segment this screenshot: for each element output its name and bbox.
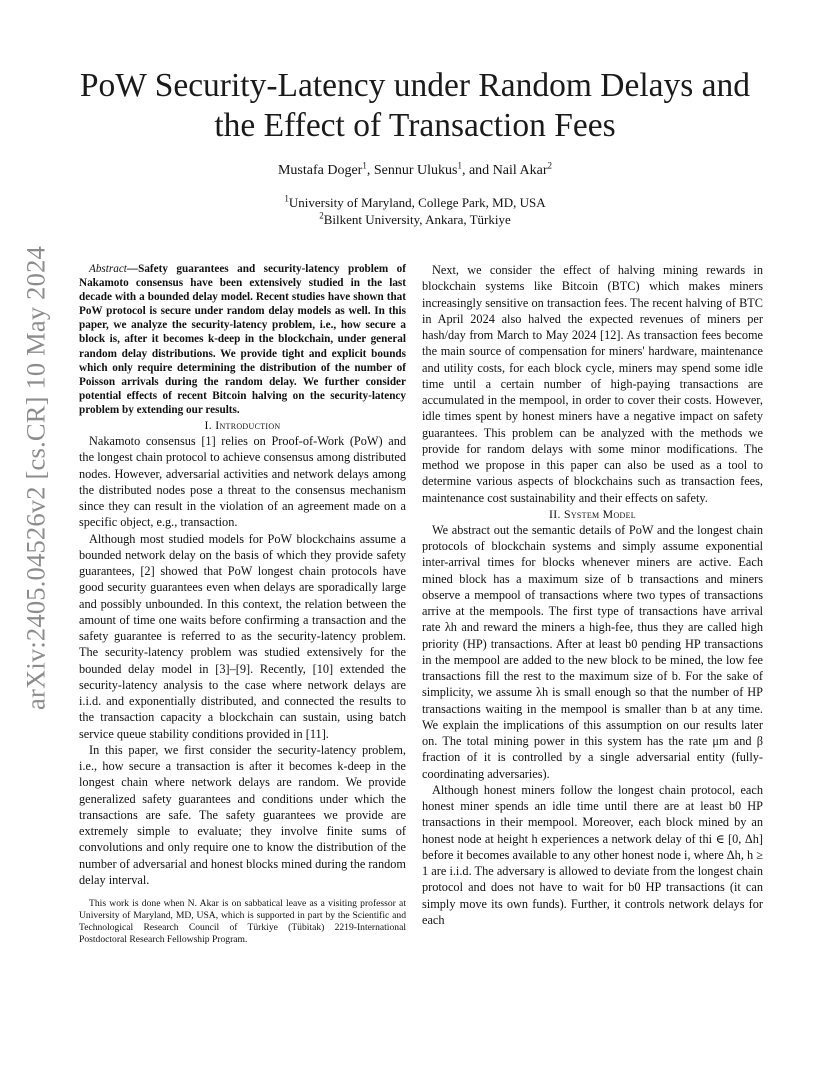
arxiv-identifier	[21, 248, 51, 708]
paragraph: Although honest miners follow the longest chain protocol, each honest miner spends an idle time until there are at least b0 HP transactions in their mempool. Moreover, each block mined by an honest node at height h experiences a network delay of thi ∈ [0, Δh] before it becomes available to any other honest node i, where Δh, h ≥ 1 are i.i.d. The adversary is allowed to deviate from the longest chain protocol and does not have to wait for b0 HP transactions (it can simply move its own funds). Further, it controls network delays for each	[422, 782, 763, 927]
abstract-label: Abstract	[89, 263, 127, 275]
affiliation	[60, 194, 770, 211]
author-affil-mark: 1	[362, 160, 367, 171]
footnote: This work is done when N. Akar is on sabbatical leave as a visiting professor at University of Maryland, MD, USA, which is supported in part by the Scientific and Technological Research Council of Türkiye (Tübitak) 2219-International Postdoctoral Research Fellowship Program.	[79, 898, 406, 946]
affil-mark: 2	[319, 210, 324, 221]
author-separator: , and	[461, 163, 493, 178]
paragraph: Next, we consider the effect of halving mining rewards in blockchain systems like Bitcoin (BTC) which makes miners increasingly sensitive on transaction fees. The recent halving of BTC in April 2024 also halved the expected revenues of miners per hash/day from March to May 2024 [12]. As transaction fees become the main source of compensation for miners' hardware, maintenance and utility costs, for each block cycle, miners may spend some idle time until a certain number of high-paying transactions are accumulated in the mempool, in order to cover their costs. However, idle times spent by honest miners have a negative impact on safety guarantees. This problem can be analyzed with the methods we provide for random delays with some minor modifications. The method we propose in this paper can also be used as a tool to determine various aspects of blockchains such as transaction fees, maintenance cost sustainability and their effects on safety.	[422, 263, 763, 505]
section-heading-intro	[79, 417, 406, 433]
right-column	[422, 262, 763, 928]
section-heading-text: II. System Model	[549, 506, 636, 521]
author-name: Sennur Ulukus	[373, 163, 458, 178]
paragraph: Although most studied models for PoW blockchains assume a bounded network delay on the basis of which they provide safety guarantees, [2] showed that PoW longest chain protocols have good security guarantees even when delays are sporadically large and possibly unbounded. In this context, the relation between the amount of time one waits before confirming a transaction and the safety guarantee is referred to as the security-latency problem. The security-latency problem was studied extensively for the bounded delay model in [3]–[9]. Recently, [10] extended the security-latency analysis to the case where network delays are i.i.d. and exponentially distributed, and connected the results to the transaction capacity a blockchain can sustain, using batch service queue stability conditions provided in [11].	[79, 531, 406, 741]
section-heading-text: I. Introduction	[204, 418, 281, 433]
author-name: Mustafa Doger	[277, 163, 363, 178]
arxiv-identifier-text: arXiv:2405.04526v2 [cs.CR] 10 May 2024	[20, 246, 51, 710]
paragraph: Nakamoto consensus [1] relies on Proof-of-Work (PoW) and the longest chain protocol to achieve consensus among distributed nodes. However, adversarial activities and network delays among the distributed nodes pose a threat to the consensus mechanism since they can result in the violation of an agreement made on a specific object, e.g., transaction.	[79, 434, 406, 530]
affiliation-list	[60, 194, 770, 228]
left-column	[79, 262, 406, 946]
abstract-text: —Safety guarantees and security-latency problem of Nakamoto consensus have been extensively studied in the last decade with a bounded delay model. Recent studies have shown that PoW protocol is secure under random delay models as well. In this paper, we analyze the security-latency problem, i.e., how secure a block is, after it becomes k-deep in the blockchain, under general random delay distributions. We provide tight and explicit bounds which only require determining the distribution of the number of Poisson arrivals during the random delay. We further consider potential effects of recent Bitcoin halving on the security-latency problem by extending our results.	[79, 263, 406, 416]
affil-text: University of Maryland, College Park, MD, USA	[288, 195, 546, 210]
affil-text: Bilkent University, Ankara, Türkiye	[323, 212, 511, 227]
paper-title: PoW Security-Latency under Random Delays and the Effect of Transaction Fees	[79, 67, 751, 144]
abstract	[79, 262, 406, 417]
paragraph: We abstract out the semantic details of PoW and the longest chain protocols of blockchain systems and simply assume exponential inter-arrival times for blocks whenever miners are active. Each mined block has a maximum size of b transactions and miners observe a mempool of transactions where two types of transactions arrive at the mempools. The first type of transactions have arrival rate λh and reward the miners a high-fee, thus they are called high priority (HP) transactions. After at least b0 pending HP transactions in the mempool are added to the new block to be mined, the low fee transactions fill the rest to the maximum size of b. For the sake of simplicity, we assume λh is small enough so that the number of HP transactions waiting in the mempool is smaller than b at any time. We explain the implications of this assumption on our results later on. The total mining power in this system has the rate μm and β fraction of it is controlled by a single adversarial entity (fully-coordinating adversaries).	[422, 522, 763, 781]
author-affil-mark: 2	[547, 160, 553, 171]
author-name: Nail Akar	[492, 163, 548, 178]
author-affil-mark: 1	[457, 160, 462, 171]
section-heading-system-model	[422, 506, 763, 522]
author-separator: ,	[366, 163, 374, 178]
paragraph: In this paper, we first consider the security-latency problem, i.e., how secure a transaction is after it becomes k-deep in the longest chain where network delays are random. We provide generalized safety guarantees and conditions under which the transactions are safe. The safety guarantees we provide are extremely simple to evaluate; they involve finite sums of convolutions and only require one to know the distribution of the number of adversarial and honest blocks mined during the random delay interval.	[79, 742, 406, 887]
author-list	[60, 162, 770, 180]
affil-mark: 1	[284, 193, 289, 204]
affiliation	[60, 211, 770, 228]
